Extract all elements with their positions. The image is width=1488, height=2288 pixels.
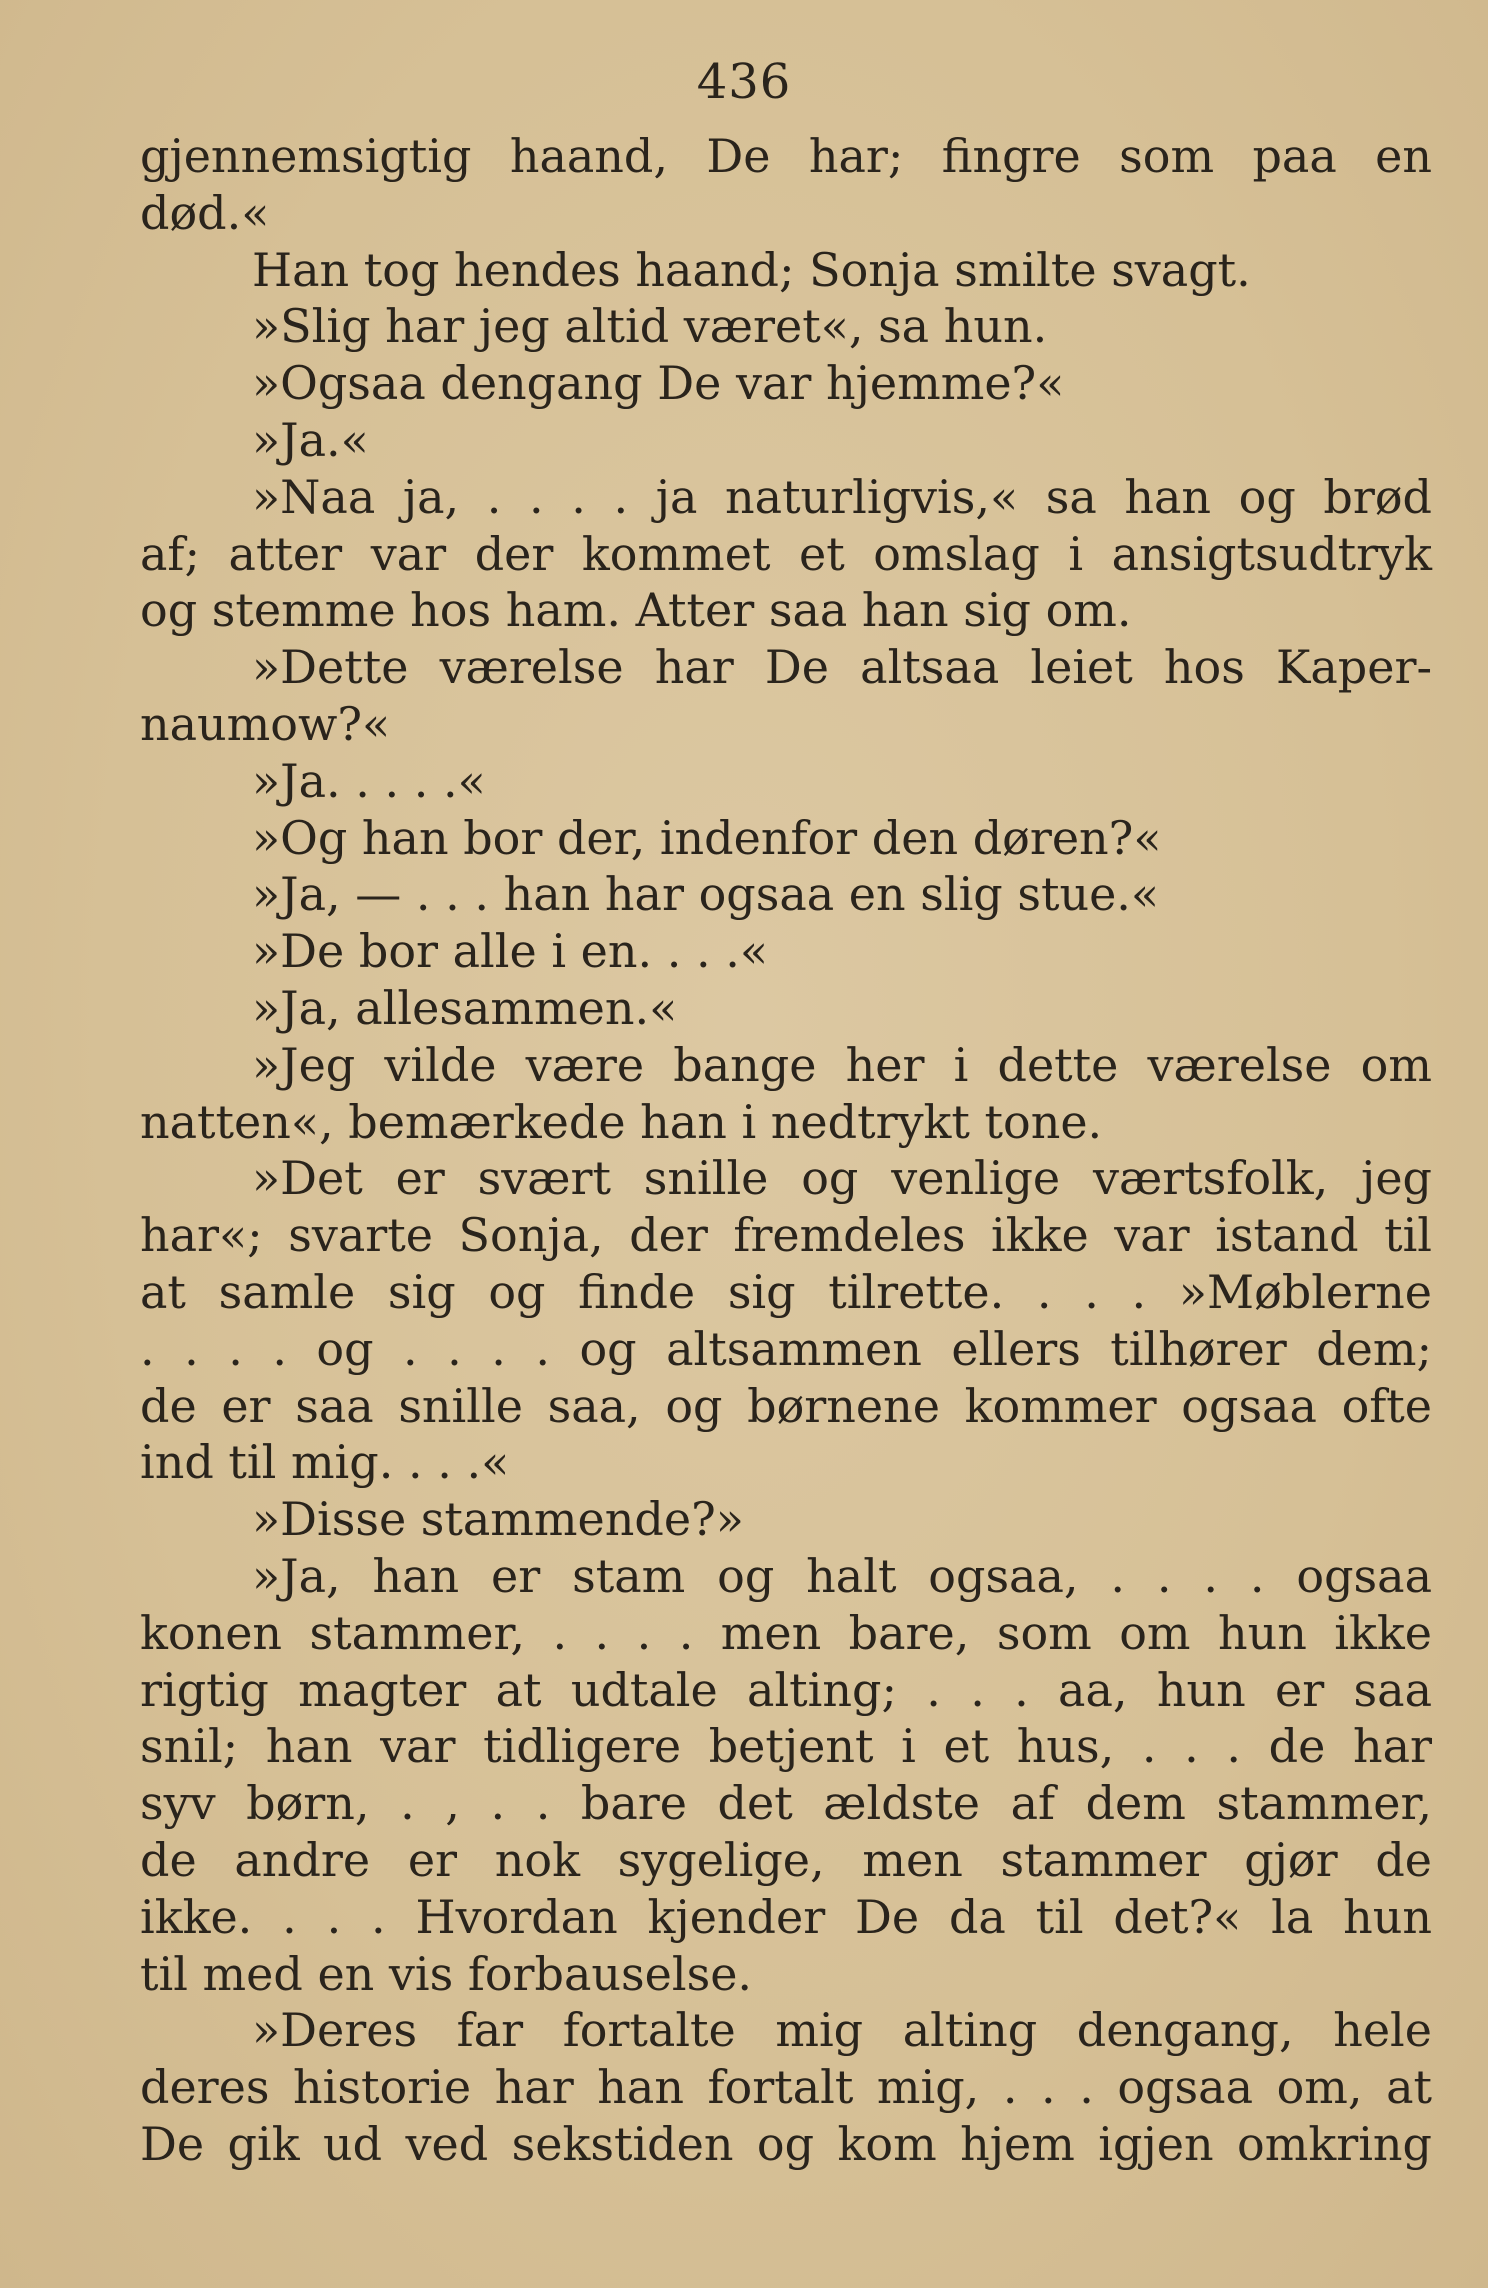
text-line: »Disse stammende?»	[252, 1492, 744, 1547]
text-line: »Jeg vilde være bange her i dette værelse om	[252, 1037, 1432, 1092]
text-line: ikke. . . . Hvordan kjender De da til det?« la hun	[140, 1889, 1432, 1944]
body-text	[140, 128, 1432, 2173]
text-line: rigtig magter at udtale alting; . . . aa, hun er saa	[140, 1662, 1432, 1717]
text-line: de andre er nok sygelige, men stammer gjør de	[140, 1832, 1432, 1887]
text-line: deres historie har han fortalt mig, . . . ogsaa om, at	[140, 2060, 1432, 2115]
text-line: »Ja, han er stam og halt ogsaa, . . . . ogsaa	[252, 1548, 1432, 1603]
text-line: og stemme hos ham. Atter saa han sig om.	[140, 583, 1132, 638]
text-line: »Naa ja, . . . . ja naturligvis,« sa han og brød	[252, 469, 1432, 524]
text-line: »Ja, — . . . han har ogsaa en slig stue.«	[252, 867, 1160, 922]
text-line: ind til mig. . . .«	[140, 1435, 510, 1490]
text-line: »Ja.«	[252, 412, 369, 467]
text-line: gjennemsigtig haand, De har; fingre som paa en	[140, 129, 1432, 183]
text-line: til med en vis forbauselse.	[140, 1946, 753, 2001]
text-line: »Ogsaa dengang De var hjemme?«	[252, 356, 1065, 411]
text-line: De gik ud ved sekstiden og kom hjem igjen omkring	[140, 2116, 1432, 2171]
text-line: »Det er svært snille og venlige værtsfolk, jeg	[252, 1151, 1432, 1206]
text-line: snil; han var tidligere betjent i et hus, . . . de har	[140, 1719, 1432, 1774]
text-line: »Slig har jeg altid været«, sa hun.	[252, 299, 1048, 354]
text-line: har«; svarte Sonja, der fremdeles ikke var istand til	[140, 1208, 1432, 1263]
text-line: Han tog hendes haand; Sonja smilte svagt.	[252, 242, 1251, 297]
text-line: »Ja, allesammen.«	[252, 980, 678, 1035]
text-line: konen stammer, . . . . men bare, som om hun ikke	[140, 1605, 1432, 1660]
text-line: natten«, bemærkede han i nedtrykt tone.	[140, 1094, 1103, 1149]
text-line: at samle sig og finde sig tilrette. . . . »Møblerne	[140, 1264, 1432, 1319]
text-line: »De bor alle i en. . . .«	[252, 924, 768, 979]
text-line: »Deres far fortalte mig alting dengang, hele	[252, 2003, 1432, 2058]
text-line: død.«	[140, 185, 270, 240]
text-line: »Og han bor der, indenfor den døren?«	[252, 810, 1162, 865]
text-line: af; atter var der kommet et omslag i ansigtsudtryk	[140, 526, 1432, 581]
text-line: . . . . og . . . . og altsammen ellers tilhører dem;	[140, 1321, 1432, 1376]
text-line: naumow?«	[140, 696, 391, 751]
text-line: »Ja. . . . .«	[252, 753, 486, 808]
text-line: syv børn, . , . . bare det ældste af dem stammer,	[140, 1776, 1432, 1831]
text-line: de er saa snille saa, og børnene kommer ogsaa ofte	[140, 1378, 1432, 1433]
page-number: 436	[696, 54, 792, 110]
text-line: »Dette værelse har De altsaa leiet hos Kaper-	[252, 640, 1432, 695]
